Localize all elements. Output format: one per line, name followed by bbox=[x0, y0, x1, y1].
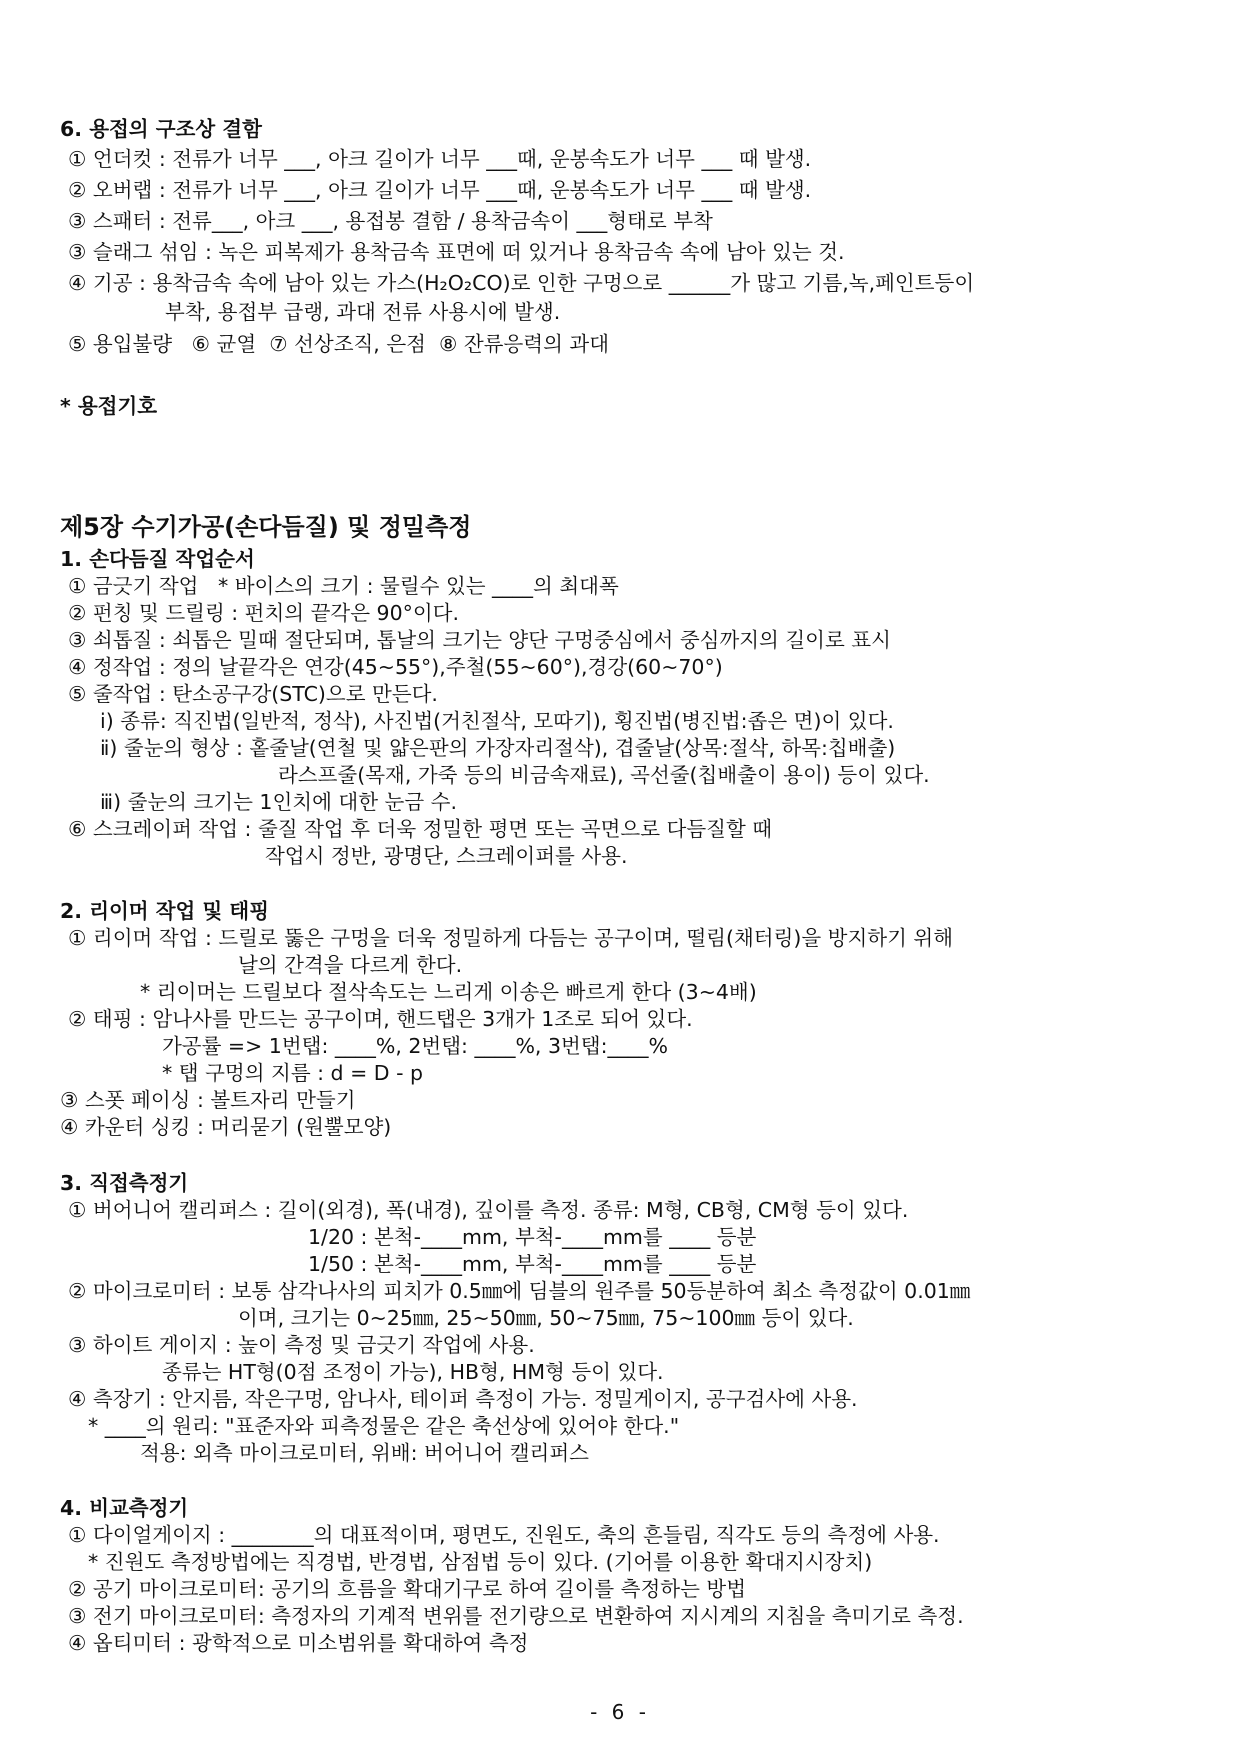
text-line: ③ 스패터 : 전류___, 아크 ___, 용접봉 결함 / 용착금속이 ___형태로 부착 bbox=[68, 209, 713, 233]
text-line: 1/50 : 본척-____mm, 부척-____mm를 ____ 등분 bbox=[308, 1252, 757, 1276]
text-line: ① 언더컷 : 전류가 너무 ___, 아크 길이가 너무 ___때, 운봉속도가 너무 ___ 때 발생. bbox=[68, 147, 812, 171]
text-line: 라스프줄(목재, 가죽 등의 비금속재료), 곡선줄(칩배출이 용이) 등이 있다. bbox=[278, 763, 930, 787]
section-heading-weld-symbol: * 용접기호 bbox=[60, 394, 158, 418]
text-line: ② 태핑 : 암나사를 만드는 공구이며, 핸드탭은 3개가 1조로 되어 있다. bbox=[68, 1007, 693, 1031]
text-line: ⑥ 스크레이퍼 작업 : 줄질 작업 후 더욱 정밀한 평면 또는 곡면으로 다듬질할 때 bbox=[68, 817, 773, 841]
text-line: 가공률 => 1번탭: ____%, 2번탭: ____%, 3번탭:____% bbox=[162, 1034, 668, 1058]
text-line: 종류는 HT형(0점 조정이 가능), HB형, HM형 등이 있다. bbox=[162, 1360, 664, 1384]
text-line: ① 다이얼게이지 : ________의 대표적이며, 평면도, 진원도, 축의 흔들림, 직각도 등의 측정에 사용. bbox=[68, 1523, 940, 1547]
text-line: * ____의 원리: "표준자와 피측정물은 같은 축선상에 있어야 한다." bbox=[88, 1414, 680, 1438]
section-heading-comparative-measuring: 4. 비교측정기 bbox=[60, 1496, 189, 1520]
text-line: * 리이머는 드릴보다 절삭속도는 느리게 이송은 빠르게 한다 (3~4배) bbox=[140, 980, 757, 1004]
text-line: ④ 기공 : 용착금속 속에 남아 있는 가스(H₂O₂CO)로 인한 구멍으로 ______가 많고 기름,녹,페인트등이 bbox=[68, 271, 975, 295]
text-line: ⑤ 용입불량 ⑥ 균열 ⑦ 선상조직, 은점 ⑧ 잔류응력의 과대 bbox=[68, 332, 609, 356]
text-line: 적용: 외측 마이크로미터, 위배: 버어니어 캘리퍼스 bbox=[140, 1441, 589, 1465]
text-line: ④ 정작업 : 정의 날끝각은 연강(45~55°),주철(55~60°),경강(60~70°) bbox=[68, 655, 723, 679]
section-heading-reamer-tapping: 2. 리이머 작업 및 태핑 bbox=[60, 899, 270, 923]
text-line: ② 마이크로미터 : 보통 삼각나사의 피치가 0.5㎜에 딤블의 원주를 50등분하여 최소 측정값이 0.01㎜ bbox=[68, 1279, 971, 1303]
text-line: ② 오버랩 : 전류가 너무 ___, 아크 길이가 너무 ___때, 운봉속도가 너무 ___ 때 발생. bbox=[68, 178, 812, 202]
text-line: 부착, 용접부 급랭, 과대 전류 사용시에 발생. bbox=[165, 300, 561, 324]
section-heading-weld-defects: 6. 용접의 구조상 결함 bbox=[60, 117, 262, 141]
text-line: ① 금긋기 작업 * 바이스의 크기 : 물릴수 있는 ____의 최대폭 bbox=[68, 574, 619, 598]
text-line: ④ 측장기 : 안지름, 작은구멍, 암나사, 테이퍼 측정이 가능. 정밀게이지, 공구검사에 사용. bbox=[68, 1387, 858, 1411]
text-line: 날의 간격을 다르게 한다. bbox=[238, 953, 463, 977]
page-number: - 6 - bbox=[590, 1700, 650, 1724]
text-line: ④ 옵티미터 : 광학적으로 미소범위를 확대하여 측정 bbox=[68, 1631, 529, 1655]
text-line: ③ 슬래그 섞임 : 녹은 피복제가 용착금속 표면에 떠 있거나 용착금속 속에 남아 있는 것. bbox=[68, 240, 845, 264]
text-line: ③ 쇠톱질 : 쇠톱은 밀때 절단되며, 톱날의 크기는 양단 구멍중심에서 중심까지의 길이로 표시 bbox=[68, 628, 891, 652]
section-heading-direct-measuring: 3. 직접측정기 bbox=[60, 1171, 189, 1195]
text-line: ② 펀칭 및 드릴링 : 펀치의 끝각은 90°이다. bbox=[68, 601, 459, 625]
chapter-title: 제5장 수기가공(손다듬질) 및 정밀측정 bbox=[60, 513, 472, 541]
section-heading-filing-order: 1. 손다듬질 작업순서 bbox=[60, 547, 255, 571]
text-line: 이며, 크기는 0~25㎜, 25~50㎜, 50~75㎜, 75~100㎜ 등이 있다. bbox=[238, 1306, 854, 1330]
text-line: ⅲ) 줄눈의 크기는 1인치에 대한 눈금 수. bbox=[100, 790, 457, 814]
text-line: 1/20 : 본척-____mm, 부척-____mm를 ____ 등분 bbox=[308, 1225, 757, 1249]
text-line: ③ 스폿 페이싱 : 볼트자리 만들기 bbox=[60, 1088, 356, 1112]
text-line: * 진원도 측정방법에는 직경법, 반경법, 삼점법 등이 있다. (기어를 이용한 확대지시장치) bbox=[88, 1550, 873, 1574]
text-line: ① 리이머 작업 : 드릴로 뚫은 구멍을 더욱 정밀하게 다듬는 공구이며, 떨림(채터링)을 방지하기 위해 bbox=[68, 926, 954, 950]
text-line: ③ 전기 마이크로미터: 측정자의 기계적 변위를 전기량으로 변환하여 지시계의 지침을 측미기로 측정. bbox=[68, 1604, 964, 1628]
text-line: * 탭 구멍의 지름 : d = D - p bbox=[162, 1061, 424, 1085]
text-line: ① 버어니어 캘리퍼스 : 길이(외경), 폭(내경), 깊이를 측정. 종류: M형, CB형, CM형 등이 있다. bbox=[68, 1198, 909, 1222]
text-line: ⑤ 줄작업 : 탄소공구강(STC)으로 만든다. bbox=[68, 682, 438, 706]
text-line: ⅱ) 줄눈의 형상 : 홑줄날(연철 및 얇은판의 가장자리절삭), 겹줄날(상목:절삭, 하목:칩배출) bbox=[100, 736, 896, 760]
text-line: ③ 하이트 게이지 : 높이 측정 및 금긋기 작업에 사용. bbox=[68, 1333, 535, 1357]
text-line: ⅰ) 종류: 직진법(일반적, 정삭), 사진법(거친절삭, 모따기), 횡진법(병진법:좁은 면)이 있다. bbox=[100, 709, 894, 733]
text-line: ② 공기 마이크로미터: 공기의 흐름을 확대기구로 하여 길이를 측정하는 방법 bbox=[68, 1577, 747, 1601]
text-line: ④ 카운터 싱킹 : 머리묻기 (원뿔모양) bbox=[60, 1115, 392, 1139]
text-line: 작업시 정반, 광명단, 스크레이퍼를 사용. bbox=[265, 844, 628, 868]
